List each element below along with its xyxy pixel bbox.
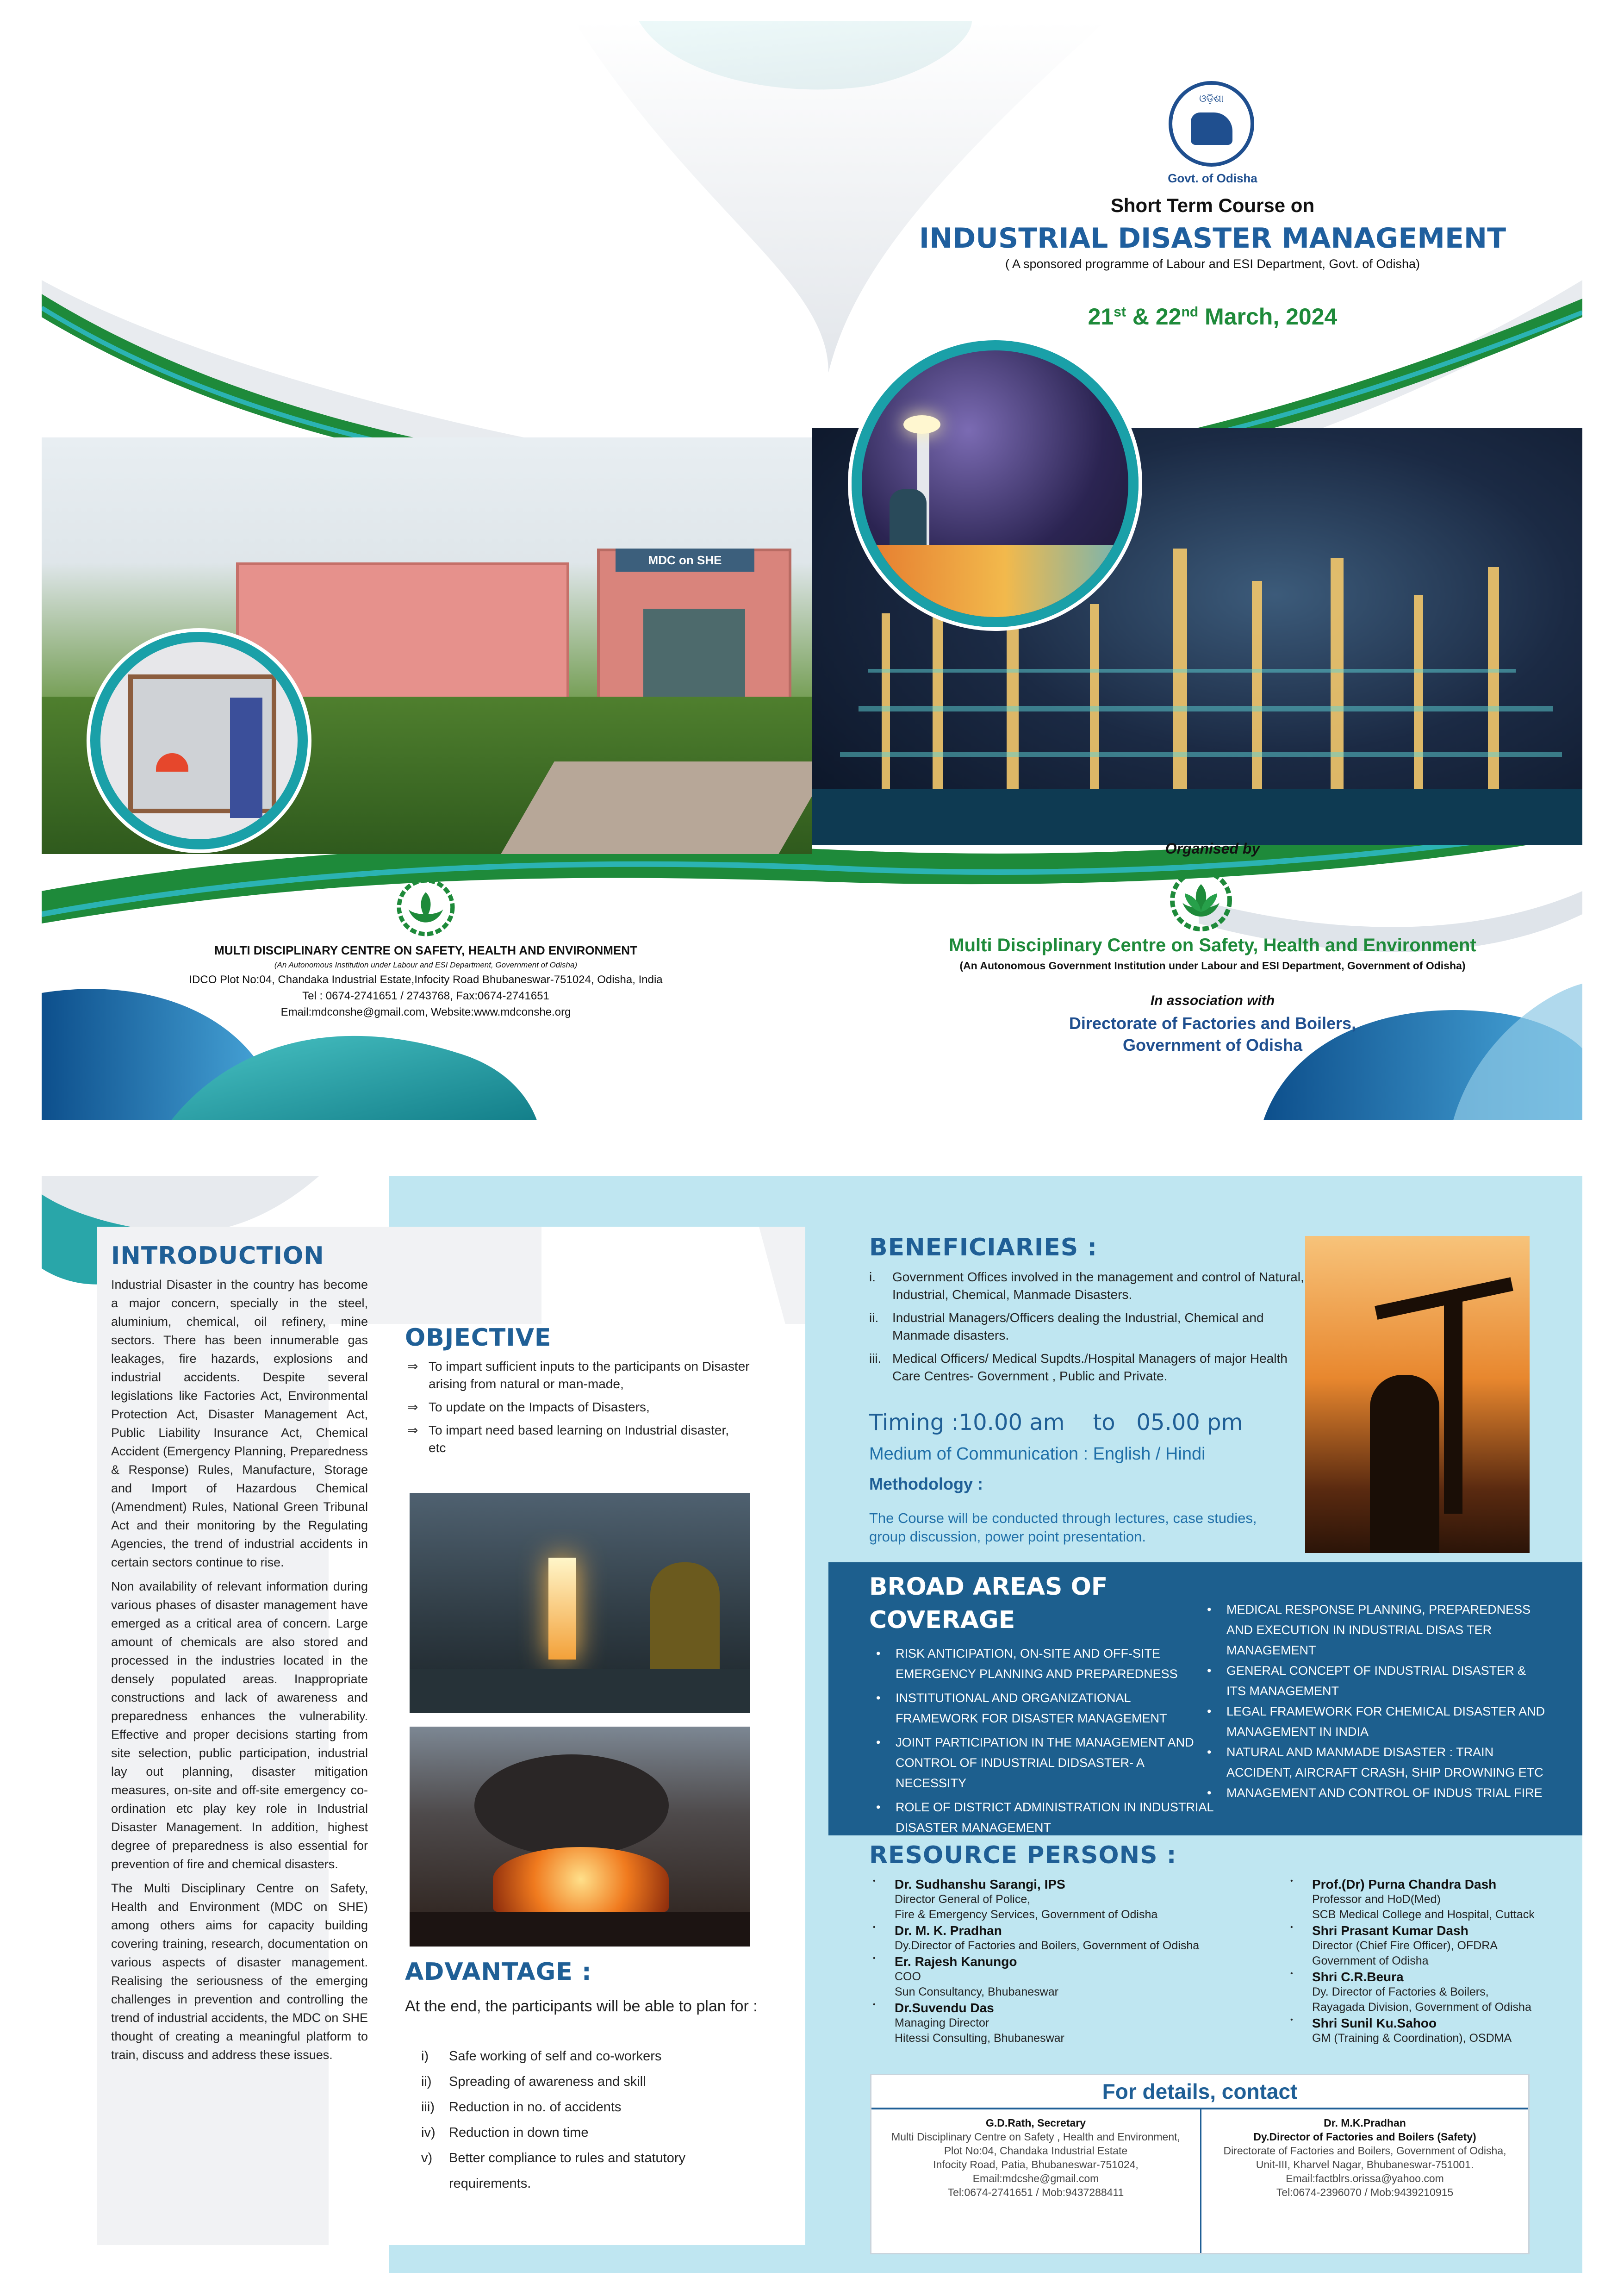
contact-heading: For details, contact [1102, 2079, 1298, 2103]
intro-para-3: The Multi Disciplinary Centre on Safety, Health and Environment (MDC on SHE) among others aims for capacity building covering training, research, documentation on various aspects of disaster management. Realising the seriousness of the emerging challenges in prevention and controlling the trend of industrial accidents, the MDC on SHE thought of creating a meaningful platform to train, discuss and address these issues. [111, 1881, 368, 2062]
objective-list [407, 1358, 750, 1457]
contact-right-name: Dr. M.K.Pradhan [1324, 2117, 1406, 2129]
coverage-item: • RISK ANTICIPATION, ON-SITE AND OFF-SITE EMERGENCY PLANNING AND PREPAREDNESS [872, 1643, 1215, 1684]
beneficiary-num: i. [869, 1270, 876, 1284]
date-day1: 21 [1088, 304, 1114, 330]
advantage-item [421, 2095, 782, 2120]
advantage-list [421, 2044, 782, 2196]
org-name: Multi Disciplinary Centre on Safety, Health and Environment [949, 935, 1476, 955]
back-email: Email:mdconshe@gmail.com, Website:www.mdconshe.org [280, 1006, 571, 1018]
person-detail: Managing Director [895, 2016, 989, 2029]
course-date [921, 303, 1504, 330]
coverage-heading [869, 1570, 1108, 1637]
pump-tower [1444, 1301, 1462, 1514]
objective-item: ⇒ To update on the Impacts of Disasters, [407, 1398, 750, 1416]
person-detail: Director General of Police, [895, 1893, 1031, 1906]
beneficiaries-heading: BENEFICIARIES : [869, 1234, 1098, 1261]
beneficiary-item [869, 1268, 1318, 1304]
assoc-line2: Government of Odisha [1122, 1036, 1303, 1054]
coverage-item: • NATURAL AND MANMADE DISASTER : TRAIN ACCIDENT, AIRCRAFT CRASH, SHIP DROWNING ETC [1203, 1742, 1546, 1783]
fire-blaze [493, 1847, 669, 1912]
safety-suit [230, 698, 262, 818]
coverage-item: • ROLE OF DISTRICT ADMINISTRATION IN INDUSTRIAL DISASTER MANAGEMENT [872, 1797, 1215, 1838]
mdc-logo-small-icon [393, 875, 458, 940]
beneficiary-item [869, 1350, 1318, 1385]
contact-line: Directorate of Factories and Boilers, Government of Odisha, [1223, 2145, 1506, 2157]
coverage-item: • GENERAL CONCEPT OF INDUSTRIAL DISASTER & ITS MANAGEMENT [1203, 1660, 1546, 1701]
intro-para-2: Non availability of relevant information during various phases of disaster management have emerged as a critical area of concern. Large amount of chemicals are also stored and processed in the industries located in the densely populated areas. Inappropriate constructions and lack of awareness and preparedness enhances the vulnerability. Effective and proper decisions starting from site selection, public participation, industrial lay out planning, disaster mitigation measures, on-site and off-site emergency co-ordination etc play key role in Industrial Disaster Management. In addition, highest degree of preparedness is also essential for prevention of fire and chemical disasters. [111, 1579, 368, 1871]
back-org-name: MULTI DISCIPLINARY CENTRE ON SAFETY, HEALTH AND ENVIRONMENT [214, 943, 637, 957]
medium: Medium of Communication : English / Hindi [869, 1444, 1206, 1464]
emblem-animal [1191, 112, 1232, 145]
coverage-item: • LEGAL FRAMEWORK FOR CHEMICAL DISASTER AND MANAGEMENT IN INDIA [1203, 1701, 1546, 1742]
objective-item: ⇒ To impart need based learning on Industrial disaster, etc [407, 1422, 750, 1457]
methodology-heading: Methodology : [869, 1474, 983, 1493]
campus-road [501, 761, 812, 854]
organised-by: Organised by [1165, 840, 1260, 857]
coverage-item: • MANAGEMENT AND CONTROL OF INDUS TRIAL FIRE [1203, 1783, 1546, 1803]
assoc-label: In association with [1150, 993, 1275, 1008]
resource-person [1287, 2016, 1582, 2046]
govt-label: Govt. of Odisha [1168, 171, 1257, 185]
person-detail: Government of Odisha [1312, 1954, 1429, 1967]
advantage-intro: At the end, the participants will be able to plan for : [405, 1997, 758, 2015]
worker-silhouette [1370, 1375, 1439, 1553]
date-sup2: nd [1181, 304, 1199, 320]
beneficiary-text: Medical Officers/ Medical Supdts./Hospital Managers of major Health Care Centres- Government , Public and Private. [892, 1351, 1288, 1383]
resource-person [869, 2001, 1249, 2046]
advantage-num: i) [421, 2049, 429, 2064]
person-detail: Rayagada Division, Government of Odisha [1312, 2001, 1531, 2014]
contact-right [1201, 2116, 1528, 2199]
worker-circle-photo [852, 340, 1139, 627]
contact-left-name: G.D.Rath, Secretary [985, 2117, 1086, 2129]
intro-para-1: Industrial Disaster in the country has become a major concern, specially in the steel, aluminium, chemical, oil refinery, mine sectors. There has been innumerable gas leakages, fire hazards, explosions and industrial accidents. Despite several legislations like Factories Act, Environmental Protection Act, Disaster Management Act, Public Liability Insurance Act, Chemical Accident (Emergency Planning, Preparedness & Response) Rules, Manufacture, Storage and Import of Hazardous Chemical (Amendment) Rules, National Green Tribunal Act and their monitoring by the Regulating Agencies, the trend of industrial accidents in certain sectors continue to rise. [111, 1278, 368, 1569]
resource-person [1287, 1970, 1582, 2015]
person-name: • Prof.(Dr) Purna Chandra Dash [1312, 1877, 1497, 1891]
odisha-emblem [1169, 81, 1254, 167]
person-detail: Dy.Director of Factories and Boilers, Government of Odisha [895, 1939, 1200, 1952]
advantage-text: Better compliance to rules and statutory requirements. [449, 2151, 685, 2191]
advantage-text: Reduction in no. of accidents [449, 2100, 622, 2115]
advantage-num: iii) [421, 2100, 435, 2115]
inner-sheet [42, 1176, 1582, 2273]
contact-line: Plot No:04, Chandaka Industrial Estate [944, 2145, 1128, 2157]
course-title: INDUSTRIAL DISASTER MANAGEMENT [919, 222, 1506, 255]
person-detail: SCB Medical College and Hospital, Cuttack [1312, 1908, 1535, 1921]
course-prefix: Short Term Course on [1110, 194, 1315, 216]
advantage-text: Spreading of awareness and skill [449, 2074, 646, 2089]
date-sup1: st [1114, 304, 1126, 320]
coverage-heading-1: BROAD AREAS OF [869, 1573, 1108, 1601]
date-rest: March, 2024 [1198, 304, 1338, 330]
advantage-item [421, 2069, 782, 2095]
contact-right-title: Dy.Director of Factories and Boilers (Safety) [1253, 2131, 1476, 2143]
contact-line: Tel:0674-2396070 / Mob:9439210915 [1276, 2186, 1454, 2198]
coverage-item: • MEDICAL RESPONSE PLANNING, PREPAREDNESS AND EXECUTION IN INDUSTRIAL DISAS TER MANAGEMENT [1203, 1599, 1546, 1660]
beneficiary-num: iii. [869, 1351, 882, 1366]
advantage-item [421, 2120, 782, 2146]
person-name: • Shri C.R.Beura [1312, 1970, 1404, 1984]
objective-item: ⇒ To impart sufficient inputs to the participants on Disaster arising from natural or man-made, [407, 1358, 750, 1393]
contact-line: Tel:0674-2741651 / Mob:9437288411 [947, 2186, 1124, 2198]
ground [410, 1912, 752, 1949]
resource-left [869, 1877, 1249, 2046]
org-desc: (An Autonomous Government Institution under Labour and ESI Department, Government of Odisha) [959, 960, 1466, 972]
contact-box [870, 2074, 1530, 2254]
person-name: • Shri Sunil Ku.Sahoo [1312, 2016, 1437, 2030]
coverage-left-list [872, 1643, 1215, 1838]
resource-heading: RESOURCE PERSONS : [869, 1841, 1177, 1869]
advantage-num: ii) [421, 2074, 432, 2089]
flare-glow [548, 1558, 576, 1660]
back-address: IDCO Plot No:04, Chandaka Industrial Estate,Infocity Road Bhubaneswar-751024, Odisha, India [189, 973, 663, 986]
contact-left [871, 2116, 1200, 2199]
city-lights [862, 545, 1139, 627]
factory-fire-photo [407, 1724, 752, 1949]
back-org-desc: (An Autonomous Institution under Labour and ESI Department, Government of Odisha) [274, 961, 578, 969]
advantage-heading: ADVANTAGE : [405, 1958, 592, 1986]
mdc-logo-icon [1166, 866, 1236, 935]
person-name: • Shri Prasant Kumar Dash [1312, 1923, 1468, 1938]
contact-line[interactable]: Email:mdcshe@gmail.com [972, 2172, 1099, 2184]
person-name: • Dr. M. K. Pradhan [895, 1923, 1002, 1938]
beneficiaries-list [869, 1268, 1318, 1385]
advantage-text: Safe working of self and co-workers [449, 2049, 662, 2064]
lamp-light [903, 415, 940, 434]
flood-worker-photo [407, 1491, 752, 1715]
advantage-num: v) [421, 2151, 433, 2165]
course-subtitle: ( A sponsored programme of Labour and ESI Department, Govt. of Odisha) [1005, 257, 1420, 271]
person-name: • Dr. Sudhanshu Sarangi, IPS [895, 1877, 1065, 1891]
advantage-text: Reduction in down time [449, 2125, 589, 2140]
coverage-item: • JOINT PARTICIPATION IN THE MANAGEMENT AND CONTROL OF INDUSTRIAL DIDSASTER- A NECESSITY [872, 1732, 1215, 1793]
coverage-item: • INSTITUTIONAL AND ORGANIZATIONAL FRAMEWORK FOR DISASTER MANAGEMENT [872, 1688, 1215, 1728]
resource-person [869, 1923, 1249, 1953]
person-detail: Director (Chief Fire Officer), OFDRA [1312, 1939, 1498, 1952]
contact-line: Multi Disciplinary Centre on Safety , Health and Environment, [891, 2131, 1180, 2143]
contact-line[interactable]: Email:factblrs.orissa@yahoo.com [1286, 2172, 1444, 2184]
objective-heading: OBJECTIVE [405, 1324, 552, 1352]
advantage-num: iv) [421, 2125, 436, 2140]
beneficiary-text: Industrial Managers/Officers dealing the Industrial, Chemical and Manmade disasters. [892, 1310, 1264, 1342]
timing: Timing :10.00 am to 05.00 pm [869, 1410, 1243, 1435]
coverage-right-list [1203, 1599, 1546, 1803]
date-day2: & 22 [1126, 304, 1182, 330]
beneficiary-text: Government Offices involved in the management and control of Natural, Industrial, Chemical, Manmade Disasters. [892, 1270, 1304, 1302]
emblem-text: ଓଡ଼ିଶା [1199, 93, 1224, 105]
methodology-text: The Course will be conducted through lectures, case studies, group discussion, power point presentation. [869, 1510, 1257, 1545]
intro-heading: INTRODUCTION [111, 1242, 324, 1270]
person-detail: Fire & Emergency Services, Government of Odisha [895, 1908, 1158, 1921]
resource-person [869, 1954, 1249, 2000]
ppe-cabinet-photo [90, 632, 308, 849]
smoke-cloud [474, 1754, 669, 1856]
advantage-item [421, 2146, 782, 2196]
person-detail: Dy. Director of Factories & Boilers, [1312, 1985, 1489, 1998]
person-detail: Professor and HoD(Med) [1312, 1893, 1441, 1906]
coverage-heading-2: COVERAGE [869, 1606, 1015, 1634]
person-detail: Hitessi Consulting, Bhubaneswar [895, 2032, 1064, 2045]
person-name: • Er. Rajesh Kanungo [895, 1954, 1017, 1969]
resource-person [1287, 1923, 1582, 1969]
beneficiary-item [869, 1309, 1318, 1344]
resource-right [1287, 1877, 1582, 2046]
oil-pump-photo [1305, 1236, 1530, 1553]
advantage-item [421, 2044, 782, 2069]
contact-line: Infocity Road, Patia, Bhubaneswar-751024, [933, 2159, 1139, 2171]
assoc-line1: Directorate of Factories and Boilers, [1069, 1014, 1356, 1033]
beneficiary-num: ii. [869, 1310, 879, 1325]
person-detail: GM (Training & Coordination), OSDMA [1312, 2032, 1512, 2045]
flood-water [410, 1669, 752, 1715]
resource-person [1287, 1877, 1582, 1922]
contact-line: Unit-III, Kharvel Nagar, Bhubaneswar-751001. [1256, 2159, 1474, 2171]
person-name: • Dr.Suvendu Das [895, 2001, 994, 2015]
cover-sheet [42, 21, 1582, 1120]
intro-body [111, 1275, 368, 2064]
person-detail: COO [895, 1970, 921, 1983]
back-tel: Tel : 0674-2741651 / 2743768, Fax:0674-2741651 [302, 990, 549, 1002]
person-detail: Sun Consultancy, Bhubaneswar [895, 1985, 1058, 1998]
resource-person [869, 1877, 1249, 1922]
building-sign: MDC on SHE [616, 549, 754, 572]
